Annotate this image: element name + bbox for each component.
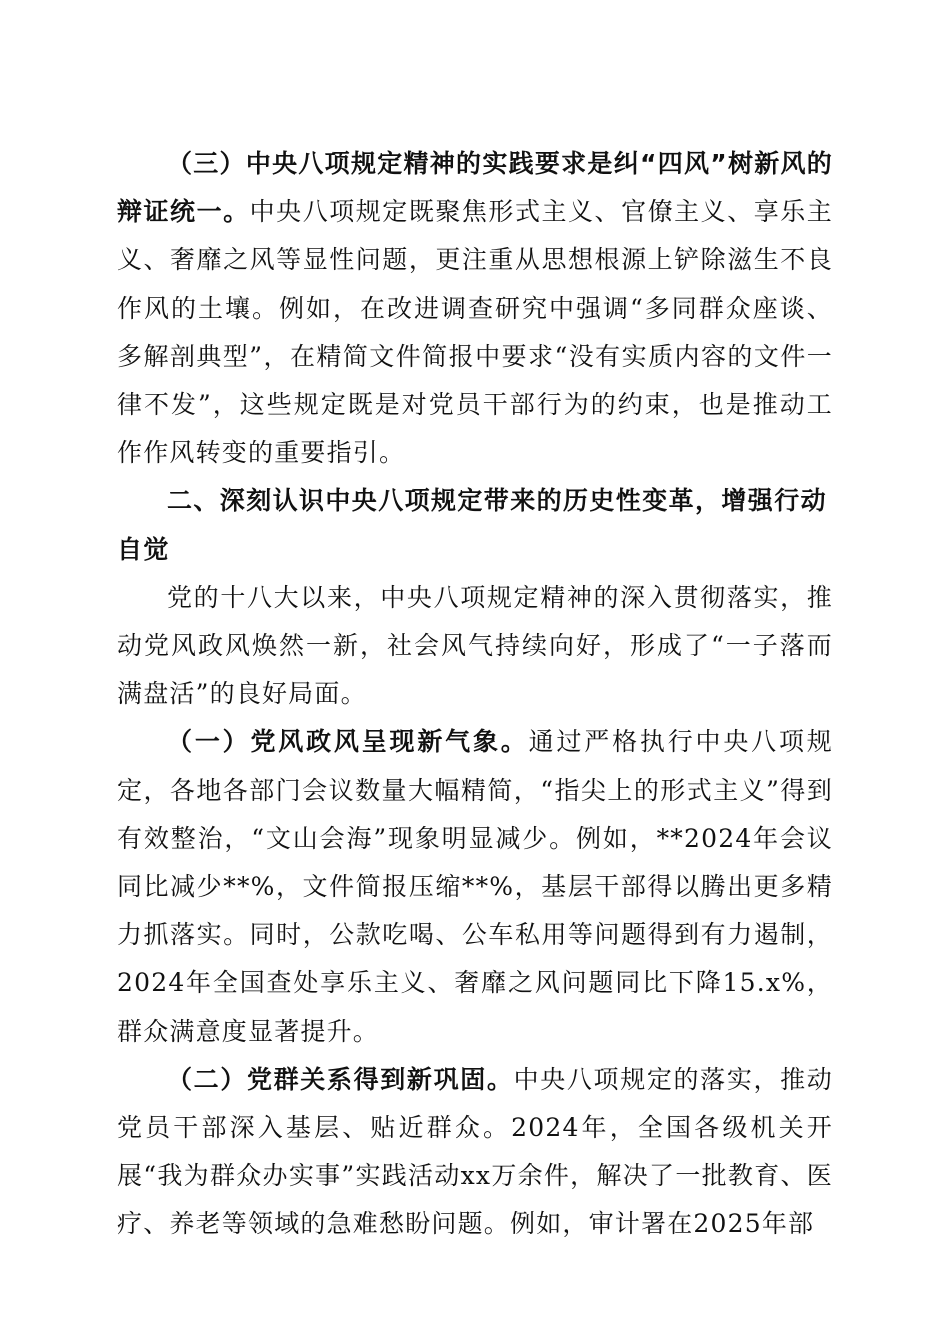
document-body: [117, 140, 833, 1249]
section-3-body: 中央八项规定既聚焦形式主义、官僚主义、享乐主义、奢靡之风等显性问题，更注重从思想根源上铲除滋生不良作风的土壤。例如，在改进调查研究中强调“多同群众座谈、多解剖典型”，在精简文件简报中要求“没有实质内容的文件一律不发”，这些规定既是对党员干部行为的约束，也是推动工作作风转变的重要指引。: [117, 197, 833, 468]
paragraph-sub-1: [117, 718, 833, 1055]
paragraph-section-3: [117, 140, 833, 477]
sub-1-lead: （一）党风政风呈现新气象。: [167, 727, 529, 757]
paragraph-sub-2: [117, 1056, 833, 1249]
heading-part-2: 二、深刻认识中央八项规定带来的历史性变革，增强行动自觉: [117, 486, 828, 564]
section-3-lead: （三）中央八项规定精神的实践要求是纠“四风”树新风的辩证统一。: [117, 149, 833, 227]
paragraph-intro: 党的十八大以来，中央八项规定精神的深入贯彻落实，推动党风政风焕然一新，社会风气持续向好，形成了“一子落而满盘活”的良好局面。: [117, 582, 833, 709]
sub-2-body: 中央八项规定的落实，推动党员干部深入基层、贴近群众。2024年，全国各级机关开展“我为群众办实事”实践活动xx万余件，解决了一批教育、医疗、养老等领域的急难愁盼问题。例如，审计署在2025年部: [117, 1064, 833, 1239]
sub-1-body: 通过严格执行中央八项规定，各地各部门会议数量大幅精简，“指尖上的形式主义”得到有效整治，“文山会海”现象明显减少。例如，**2024年会议同比减少**%，文件简报压缩**%，基层干部得以腾出更多精力抓落实。同时，公款吃喝、公车私用等问题得到有力遏制，2024年全国查处享乐主义、奢靡之风问题同比下降15.x%，群众满意度显著提升。: [117, 727, 833, 1046]
sub-2-lead: （二）党群关系得到新巩固。: [167, 1064, 514, 1094]
